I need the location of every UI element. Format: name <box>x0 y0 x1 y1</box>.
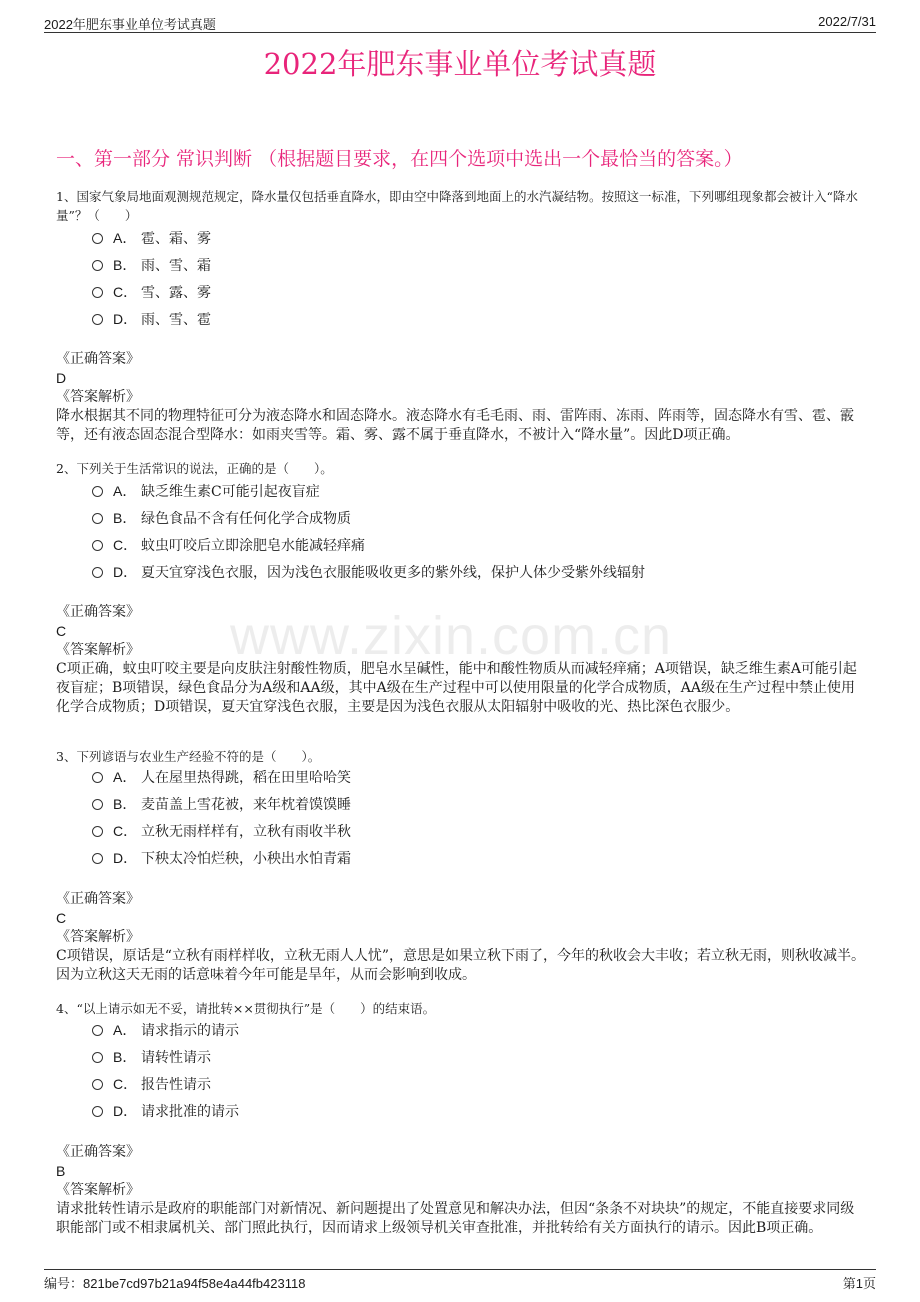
radio-icon[interactable] <box>92 287 103 298</box>
radio-icon[interactable] <box>92 853 103 864</box>
option-a[interactable]: A． 人在屋里热得跳，稻在田里哈哈笑 <box>92 767 351 788</box>
option-d[interactable]: D． 请求批准的请示 <box>92 1101 239 1122</box>
radio-icon[interactable] <box>92 233 103 244</box>
option-c[interactable]: C． 立秋无雨样样有，立秋有雨收半秋 <box>92 821 351 842</box>
radio-icon[interactable] <box>92 826 103 837</box>
answer-value: C <box>56 910 67 926</box>
page-footer <box>44 1269 876 1290</box>
option-b[interactable]: B． 麦苗盖上雪花被，来年枕着馍馍睡 <box>92 794 351 815</box>
section-heading: 一、第一部分 常识判断 （根据题目要求，在四个选项中选出一个最恰当的答案。） <box>56 148 743 170</box>
analysis-text: C项正确，蚊虫叮咬主要是向皮肤注射酸性物质，肥皂水呈碱性，能中和酸性物质从而减轻痒痛；A项错误，缺乏维生素A可能引起夜盲症；B项错误，绿色食品分为A级和AA级，其中A级在生产过程中可以使用限量的化学合成物质，AA级在生产过程中禁止使用化学合成物质；D项错误，夏天宜穿浅色衣服，主要是因为浅色衣服从太阳辐射中吸收的光、热比深色衣服少。 <box>56 661 857 715</box>
option-d[interactable]: D． 下秧太冷怕烂秧，小秧出水怕青霜 <box>92 848 351 869</box>
question-stem: 1、国家气象局地面观测规范规定，降水量仅包括垂直降水，即由空中降落到地面上的水汽凝结物。按照这一标准，下列哪组现象都会被计入“降水量”？（ ） <box>56 189 858 223</box>
radio-icon[interactable] <box>92 799 103 810</box>
radio-icon[interactable] <box>92 1106 103 1117</box>
option-b[interactable]: B． 绿色食品不含有任何化学合成物质 <box>92 508 351 529</box>
radio-icon[interactable] <box>92 260 103 271</box>
analysis-text: C项错误，原话是“立秋有雨样样收，立秋无雨人人忧”，意思是如果立秋下雨了，今年的秋收会大丰收；若立秋无雨，则秋收减半。因为立秋这天无雨的话意味着今年可能是旱年，从而会影响到收成。 <box>56 948 866 983</box>
answer-label: 《正确答案》 <box>56 1144 140 1160</box>
option-d[interactable]: D． 雨、雪、雹 <box>92 309 211 330</box>
question-stem: 3、下列谚语与农业生产经验不符的是（ ）。 <box>56 749 321 764</box>
analysis-label: 《答案解析》 <box>56 389 140 405</box>
answer-label: 《正确答案》 <box>56 891 140 907</box>
radio-icon[interactable] <box>92 1079 103 1090</box>
answer-label: 《正确答案》 <box>56 351 140 367</box>
radio-icon[interactable] <box>92 1025 103 1036</box>
analysis-label: 《答案解析》 <box>56 642 140 658</box>
answer-block <box>56 350 866 445</box>
question-stem: 2、下列关于生活常识的说法，正确的是（ ）。 <box>56 461 333 476</box>
option-b[interactable]: B． 请转性请示 <box>92 1047 211 1068</box>
header-date: 2022/7/31 <box>818 14 876 29</box>
answer-block <box>56 603 866 717</box>
option-c[interactable]: C． 报告性请示 <box>92 1074 211 1095</box>
footer-page-number: 第1页 <box>842 1276 876 1291</box>
radio-icon[interactable] <box>92 1052 103 1063</box>
answer-block <box>56 890 866 985</box>
option-a[interactable]: A． 缺乏维生素C可能引起夜盲症 <box>92 481 320 502</box>
radio-icon[interactable] <box>92 567 103 578</box>
question-stem: 4、“以上请示如无不妥，请批转××贯彻执行”是（ ）的结束语。 <box>56 1001 436 1016</box>
option-b[interactable]: B． 雨、雪、霜 <box>92 255 211 276</box>
answer-block <box>56 1143 866 1238</box>
answer-value: C <box>56 623 67 639</box>
analysis-text: 请求批转性请示是政府的职能部门对新情况、新问题提出了处置意见和解决办法，但因“条条不对块块”的规定，不能直接要求同级职能部门或不相隶属机关、部门照此执行，因而请求上级领导机关审查批准，并批转给有关方面执行的请示。因此B项正确。 <box>56 1201 855 1236</box>
analysis-text: 降水根据其不同的物理特征可分为液态降水和固态降水。液态降水有毛毛雨、雨、雷阵雨、冻雨、阵雨等，固态降水有雪、雹、霰等，还有液态固态混合型降水：如雨夹雪等。霜、雾、露不属于垂直降水，不被计入“降水量”。因此D项正确。 <box>56 408 854 443</box>
radio-icon[interactable] <box>92 314 103 325</box>
footer-doc-id: 编号：821be7cd97b21a94f58e4a44fb423118 <box>44 1276 306 1291</box>
option-a[interactable]: A． 雹、霜、雾 <box>92 228 211 249</box>
answer-value: D <box>56 370 67 386</box>
option-a[interactable]: A． 请求指示的请示 <box>92 1020 239 1041</box>
radio-icon[interactable] <box>92 540 103 551</box>
analysis-label: 《答案解析》 <box>56 929 140 945</box>
radio-icon[interactable] <box>92 486 103 497</box>
radio-icon[interactable] <box>92 772 103 783</box>
radio-icon[interactable] <box>92 513 103 524</box>
page-title: 2022年肥东事业单位考试真题 <box>263 47 657 81</box>
option-c[interactable]: C． 蚊虫叮咬后立即涂肥皂水能减轻痒痛 <box>92 535 365 556</box>
watermark: www.zixin.com.cn <box>230 606 673 666</box>
analysis-label: 《答案解析》 <box>56 1182 140 1198</box>
answer-label: 《正确答案》 <box>56 604 140 620</box>
answer-value: B <box>56 1163 66 1179</box>
page-header <box>44 12 876 33</box>
option-d[interactable]: D． 夏天宜穿浅色衣服，因为浅色衣服能吸收更多的紫外线，保护人体少受紫外线辐射 <box>92 562 645 583</box>
header-doc-title: 2022年肥东事业单位考试真题 <box>44 17 216 32</box>
option-c[interactable]: C． 雪、露、雾 <box>92 282 211 303</box>
